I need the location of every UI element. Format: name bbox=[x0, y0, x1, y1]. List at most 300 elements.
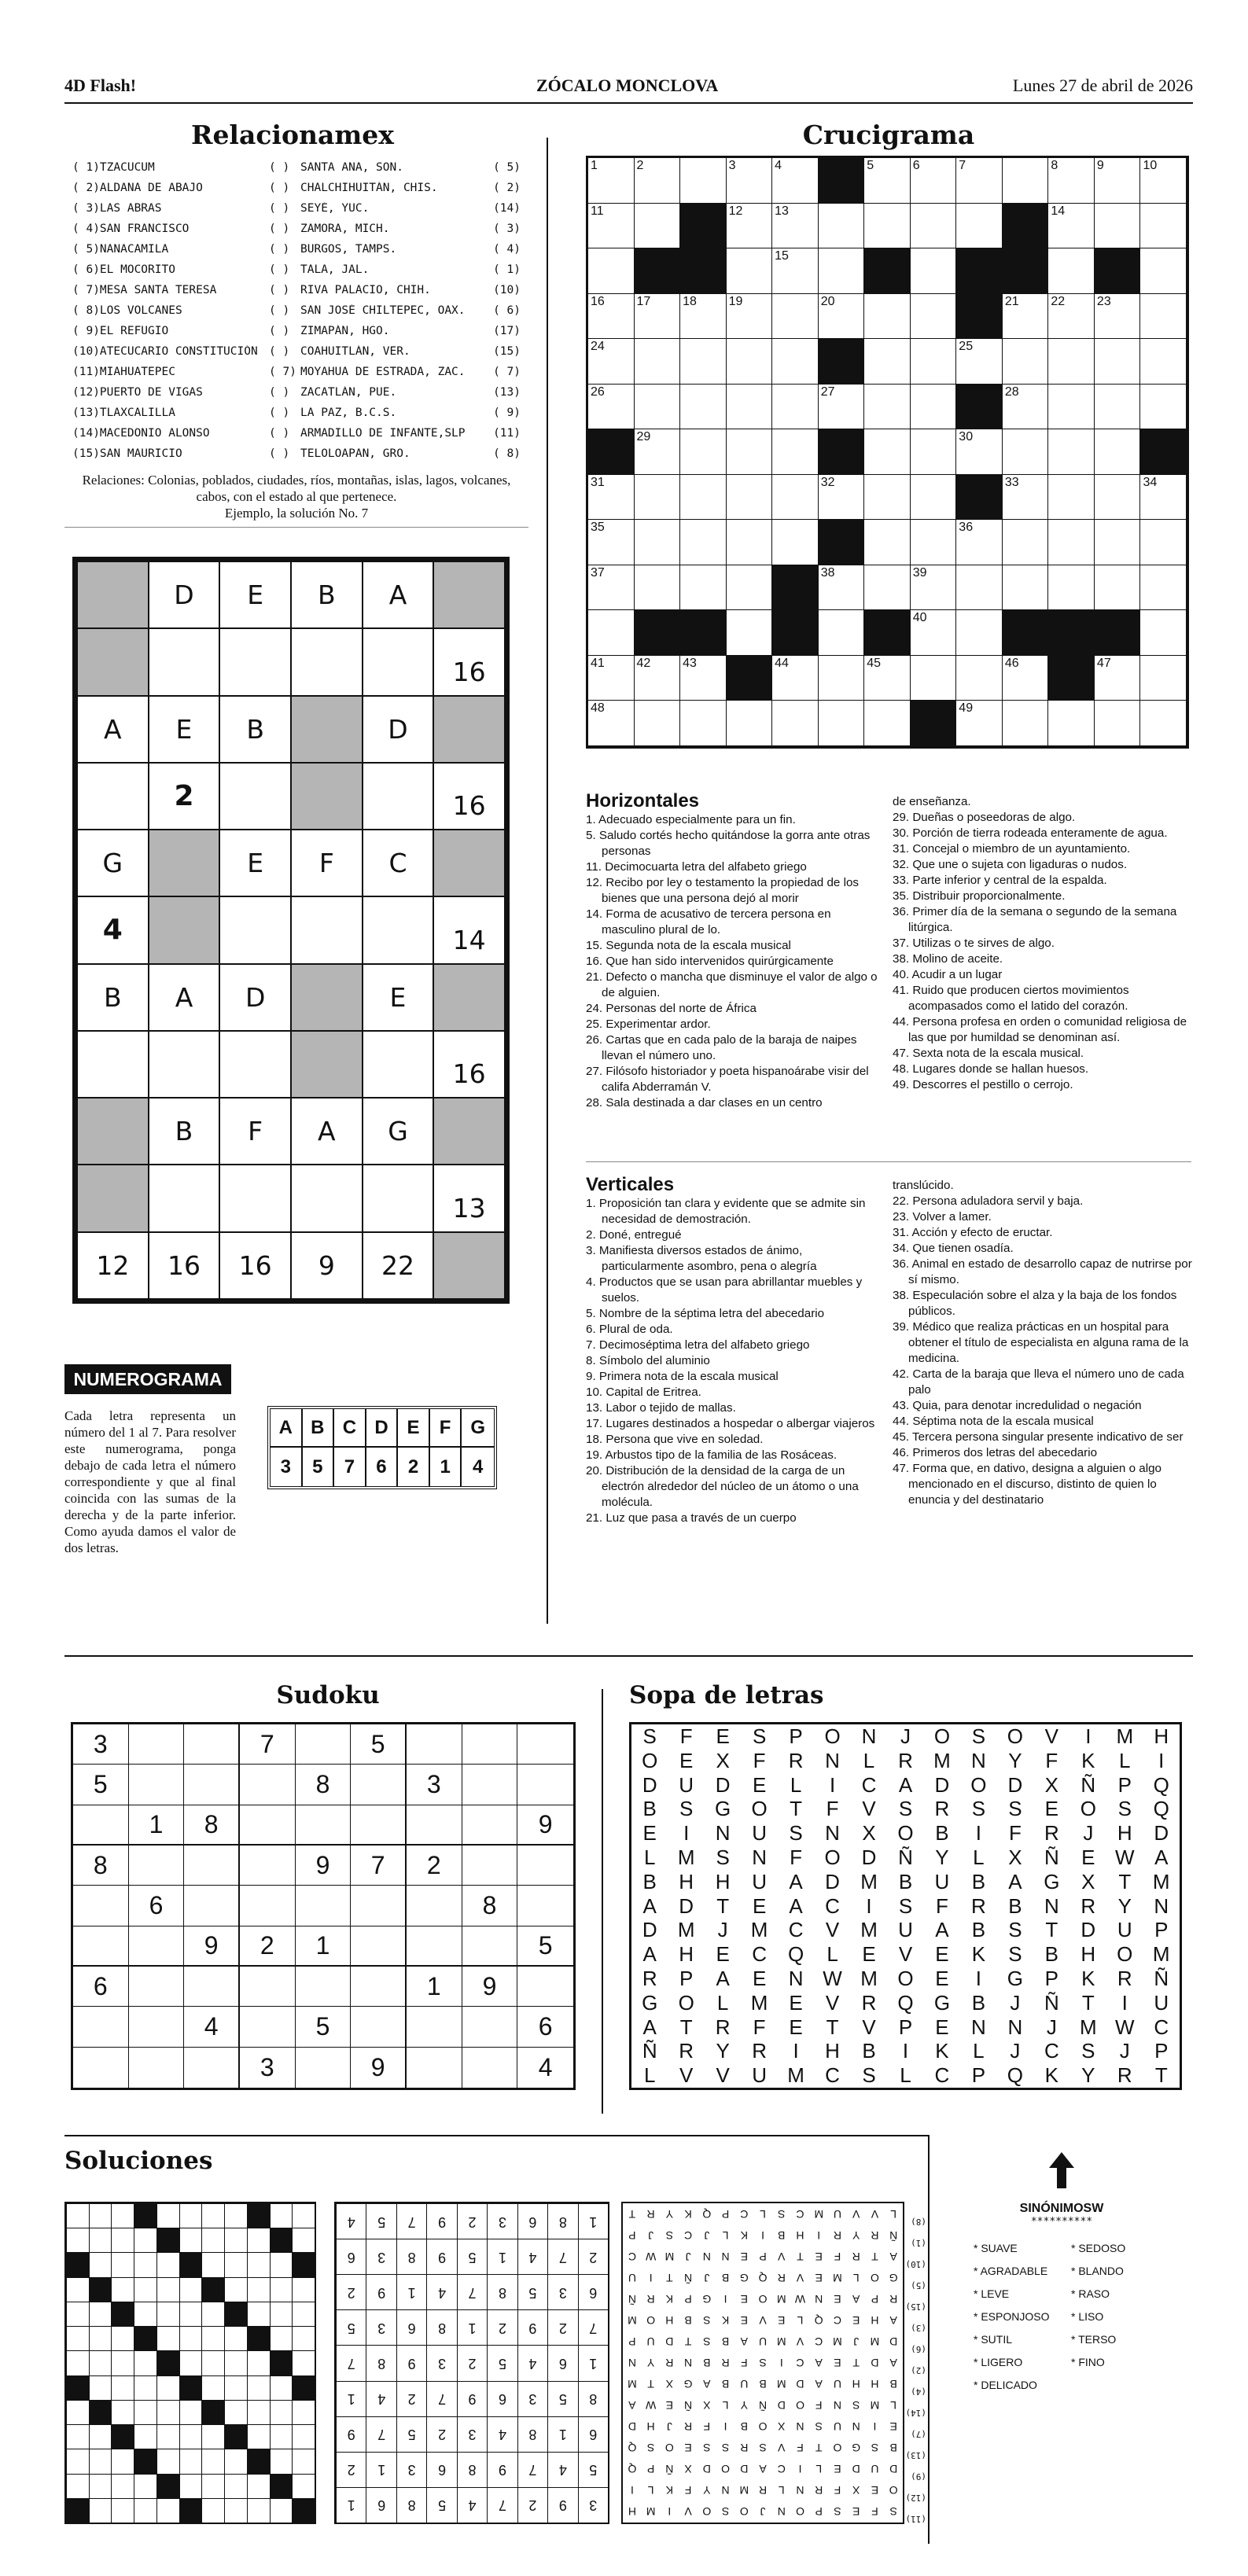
letter-cell[interactable]: M bbox=[860, 1918, 878, 1942]
crossword-cell[interactable] bbox=[1140, 565, 1187, 611]
letter-cell[interactable]: S bbox=[789, 1821, 803, 1846]
crossword-cell[interactable] bbox=[727, 248, 773, 294]
sudoku-cell[interactable] bbox=[407, 2048, 462, 2088]
sudoku-cell[interactable] bbox=[73, 2007, 129, 2047]
numerograma-cell[interactable] bbox=[78, 1032, 148, 1097]
letter-cell[interactable]: F bbox=[753, 2015, 766, 2039]
crossword-cell[interactable] bbox=[1095, 520, 1141, 565]
sudoku-cell[interactable] bbox=[240, 2007, 296, 2047]
letter-cell[interactable]: A bbox=[716, 1966, 730, 1990]
numerograma-cell[interactable]: B bbox=[292, 562, 362, 627]
letter-cell[interactable]: B bbox=[862, 2039, 876, 2063]
crossword-cell[interactable] bbox=[956, 610, 1003, 656]
numerograma-cell[interactable]: E bbox=[220, 562, 290, 627]
answer-slot[interactable]: ( ) bbox=[269, 161, 290, 174]
sudoku-cell[interactable] bbox=[351, 1886, 407, 1926]
letter-cell[interactable]: R bbox=[642, 1966, 657, 1990]
sudoku-cell[interactable] bbox=[296, 1967, 352, 2007]
crossword-cell[interactable] bbox=[911, 248, 957, 294]
letter-cell[interactable]: N bbox=[715, 1821, 731, 1846]
letter-cell[interactable]: Q bbox=[1007, 2063, 1023, 2088]
letter-cell[interactable]: V bbox=[862, 2015, 876, 2039]
letter-cell[interactable]: Ñ bbox=[898, 1845, 913, 1869]
letter-cell[interactable]: B bbox=[642, 1797, 657, 1821]
sudoku-cell[interactable] bbox=[73, 1805, 129, 1846]
crossword-cell[interactable] bbox=[1003, 520, 1049, 565]
sudoku-cell[interactable] bbox=[462, 1724, 518, 1765]
numerograma-cell[interactable]: G bbox=[78, 830, 148, 896]
sudoku-cell[interactable] bbox=[296, 2048, 352, 2088]
numerograma-cell[interactable]: B bbox=[149, 1098, 219, 1164]
crossword-cell[interactable] bbox=[588, 248, 635, 294]
letter-cell[interactable]: A bbox=[789, 1869, 803, 1893]
crossword-cell[interactable] bbox=[1048, 429, 1095, 475]
crossword-cell[interactable] bbox=[819, 701, 865, 746]
crossword-cell[interactable] bbox=[727, 158, 773, 204]
letter-cell[interactable]: K bbox=[935, 2039, 949, 2063]
crossword-cell[interactable] bbox=[864, 294, 911, 340]
crossword-cell[interactable] bbox=[1095, 204, 1141, 249]
crossword-cell[interactable] bbox=[680, 158, 727, 204]
letter-cell[interactable]: K bbox=[1081, 1966, 1095, 1990]
sudoku-cell[interactable] bbox=[407, 2007, 462, 2047]
sudoku-cell[interactable] bbox=[240, 1805, 296, 1846]
crossword-cell[interactable] bbox=[727, 204, 773, 249]
letter-cell[interactable]: P bbox=[898, 2015, 913, 2039]
sudoku-cell[interactable] bbox=[462, 1805, 518, 1846]
crossword-cell[interactable] bbox=[680, 339, 727, 385]
letter-cell[interactable]: H bbox=[679, 1869, 694, 1893]
crossword-cell[interactable] bbox=[1048, 475, 1095, 521]
sudoku-cell[interactable] bbox=[129, 1724, 185, 1765]
crossword-cell[interactable] bbox=[680, 385, 727, 430]
letter-cell[interactable]: O bbox=[1117, 1942, 1133, 1967]
letter-cell[interactable]: S bbox=[1117, 1797, 1132, 1821]
crossword-cell[interactable] bbox=[772, 429, 819, 475]
letter-cell[interactable]: Y bbox=[935, 1845, 949, 1869]
answer-slot[interactable]: ( ) bbox=[269, 325, 290, 337]
letter-cell[interactable]: T bbox=[1154, 2063, 1168, 2088]
sudoku-cell[interactable] bbox=[184, 2048, 240, 2088]
crossword-cell[interactable] bbox=[911, 475, 957, 521]
letter-cell[interactable]: S bbox=[898, 1893, 913, 1918]
crossword-cell[interactable] bbox=[819, 294, 865, 340]
letter-cell[interactable]: H bbox=[1154, 1724, 1169, 1748]
numerograma-cell[interactable] bbox=[363, 897, 433, 962]
answer-slot[interactable]: ( ) bbox=[269, 182, 290, 194]
letter-cell[interactable]: N bbox=[1007, 2015, 1023, 2039]
crossword-cell[interactable] bbox=[864, 339, 911, 385]
crossword-cell[interactable] bbox=[772, 204, 819, 249]
crossword-cell[interactable] bbox=[772, 339, 819, 385]
letter-cell[interactable]: M bbox=[677, 1918, 695, 1942]
crossword-cell[interactable] bbox=[1095, 294, 1141, 340]
numerograma-cell[interactable]: E bbox=[363, 965, 433, 1030]
crossword-cell[interactable] bbox=[819, 656, 865, 701]
letter-cell[interactable]: I bbox=[793, 2039, 799, 2063]
numerograma-cell[interactable]: 4 bbox=[78, 897, 148, 962]
numerograma-cell[interactable]: F bbox=[292, 830, 362, 896]
letter-cell[interactable]: O bbox=[897, 1821, 914, 1846]
letter-cell[interactable]: X bbox=[1044, 1772, 1059, 1797]
sudoku-cell[interactable] bbox=[351, 1926, 407, 1967]
letter-cell[interactable]: M bbox=[1152, 1942, 1170, 1967]
crossword-cell[interactable] bbox=[635, 520, 681, 565]
letter-cell[interactable]: B bbox=[971, 1990, 986, 2015]
crossword-cell[interactable] bbox=[956, 656, 1003, 701]
crossword-cell[interactable] bbox=[680, 294, 727, 340]
crossword-cell[interactable] bbox=[819, 475, 865, 521]
crossword-cell[interactable] bbox=[727, 701, 773, 746]
letter-cell[interactable]: C bbox=[752, 1942, 767, 1967]
crossword-cell[interactable] bbox=[956, 701, 1003, 746]
letter-cell[interactable]: J bbox=[1119, 2039, 1130, 2063]
crossword-cell[interactable] bbox=[911, 520, 957, 565]
letter-cell[interactable]: J bbox=[717, 1918, 728, 1942]
letter-cell[interactable]: S bbox=[752, 1724, 767, 1748]
crossword-cell[interactable] bbox=[1003, 158, 1049, 204]
numerograma-cell[interactable] bbox=[149, 1032, 219, 1097]
answer-slot[interactable]: ( ) bbox=[269, 345, 290, 358]
sudoku-cell[interactable] bbox=[517, 1846, 573, 1886]
letter-cell[interactable]: N bbox=[825, 1748, 840, 1772]
crossword-cell[interactable] bbox=[1140, 294, 1187, 340]
crossword-cell[interactable] bbox=[1140, 475, 1187, 521]
letter-cell[interactable]: R bbox=[788, 1748, 804, 1772]
numerograma-cell[interactable] bbox=[292, 629, 362, 694]
letter-cell[interactable]: V bbox=[825, 1990, 840, 2015]
crossword-cell[interactable] bbox=[911, 385, 957, 430]
numerograma-cell[interactable] bbox=[220, 1032, 290, 1097]
letter-cell[interactable]: F bbox=[1008, 1821, 1022, 1846]
crossword-cell[interactable] bbox=[1140, 520, 1187, 565]
letter-cell[interactable]: Q bbox=[787, 1942, 804, 1967]
crossword-cell[interactable] bbox=[727, 610, 773, 656]
answer-slot[interactable]: ( ) bbox=[269, 386, 290, 399]
letter-cell[interactable]: S bbox=[971, 1797, 986, 1821]
crossword-cell[interactable] bbox=[864, 565, 911, 611]
letter-cell[interactable]: N bbox=[788, 1966, 804, 1990]
crossword-cell[interactable] bbox=[1003, 339, 1049, 385]
crossword-cell[interactable] bbox=[588, 158, 635, 204]
letter-cell[interactable]: E bbox=[1044, 1797, 1059, 1821]
letter-cell[interactable]: E bbox=[752, 1966, 767, 1990]
letter-cell[interactable]: O bbox=[933, 1724, 951, 1748]
letter-cell[interactable]: P bbox=[1154, 1918, 1169, 1942]
letter-cell[interactable]: Y bbox=[1008, 1748, 1022, 1772]
sudoku-cell[interactable] bbox=[129, 1846, 185, 1886]
crossword-cell[interactable] bbox=[635, 656, 681, 701]
letter-cell[interactable]: U bbox=[898, 1918, 913, 1942]
crossword-cell[interactable] bbox=[588, 656, 635, 701]
letter-cell[interactable]: S bbox=[862, 2063, 876, 2088]
numerograma-cell[interactable] bbox=[78, 764, 148, 829]
crossword-cell[interactable] bbox=[1140, 204, 1187, 249]
crossword-cell[interactable] bbox=[588, 475, 635, 521]
crossword-cell[interactable] bbox=[588, 339, 635, 385]
crossword-cell[interactable] bbox=[727, 475, 773, 521]
sudoku-cell[interactable] bbox=[184, 1886, 240, 1926]
letter-cell[interactable]: V bbox=[1044, 1724, 1059, 1748]
crossword-cell[interactable] bbox=[772, 294, 819, 340]
sudoku-cell[interactable] bbox=[407, 1805, 462, 1846]
crossword-cell[interactable] bbox=[819, 385, 865, 430]
letter-cell[interactable]: S bbox=[898, 1797, 913, 1821]
numerograma-cell[interactable] bbox=[292, 897, 362, 962]
crossword-cell[interactable] bbox=[1003, 565, 1049, 611]
letter-cell[interactable]: E bbox=[935, 1966, 949, 1990]
letter-cell[interactable]: C bbox=[825, 1893, 840, 1918]
answer-slot[interactable]: ( ) bbox=[269, 243, 290, 256]
letter-cell[interactable]: S bbox=[1008, 1918, 1022, 1942]
sudoku-cell[interactable] bbox=[351, 1805, 407, 1846]
letter-cell[interactable]: W bbox=[823, 1966, 842, 1990]
crossword-cell[interactable] bbox=[772, 701, 819, 746]
letter-cell[interactable]: W bbox=[1115, 2015, 1135, 2039]
crossword-cell[interactable] bbox=[588, 204, 635, 249]
letter-cell[interactable]: E bbox=[862, 1942, 876, 1967]
crossword-cell[interactable] bbox=[864, 475, 911, 521]
letter-cell[interactable]: V bbox=[862, 1797, 876, 1821]
letter-cell[interactable]: D bbox=[642, 1772, 657, 1797]
letter-cell[interactable]: C bbox=[825, 2063, 840, 2088]
letter-cell[interactable]: G bbox=[715, 1797, 731, 1821]
crossword-cell[interactable] bbox=[1095, 429, 1141, 475]
numerograma-cell[interactable]: C bbox=[363, 830, 433, 896]
crossword-cell[interactable] bbox=[680, 429, 727, 475]
letter-cell[interactable]: D bbox=[1007, 1772, 1023, 1797]
crossword-cell[interactable] bbox=[864, 204, 911, 249]
sudoku-cell[interactable] bbox=[462, 2007, 518, 2047]
crossword-cell[interactable] bbox=[1140, 701, 1187, 746]
letter-cell[interactable]: M bbox=[860, 1869, 878, 1893]
crossword-cell[interactable] bbox=[864, 158, 911, 204]
sudoku-cell[interactable] bbox=[240, 1765, 296, 1805]
letter-cell[interactable]: B bbox=[898, 1869, 913, 1893]
letter-cell[interactable]: D bbox=[1154, 1821, 1169, 1846]
crossword-cell[interactable] bbox=[727, 385, 773, 430]
letter-cell[interactable]: K bbox=[1081, 1748, 1095, 1772]
sudoku-cell[interactable] bbox=[351, 1967, 407, 2007]
crossword-cell[interactable] bbox=[772, 158, 819, 204]
crossword-cell[interactable] bbox=[1048, 248, 1095, 294]
numerograma-cell[interactable]: A bbox=[292, 1098, 362, 1164]
crossword-cell[interactable] bbox=[635, 204, 681, 249]
letter-cell[interactable]: Q bbox=[897, 1990, 914, 2015]
answer-slot[interactable]: ( ) bbox=[269, 263, 290, 276]
crossword-cell[interactable] bbox=[635, 701, 681, 746]
numerograma-cell[interactable]: E bbox=[220, 830, 290, 896]
letter-cell[interactable]: X bbox=[716, 1748, 730, 1772]
crossword-cell[interactable] bbox=[588, 565, 635, 611]
letter-cell[interactable]: P bbox=[1044, 1966, 1059, 1990]
answer-slot[interactable]: ( ) bbox=[269, 223, 290, 235]
letter-cell[interactable]: J bbox=[1046, 2015, 1057, 2039]
numerograma-cell[interactable] bbox=[149, 1165, 219, 1231]
letter-cell[interactable]: E bbox=[1081, 1845, 1095, 1869]
letter-cell[interactable]: E bbox=[716, 1724, 730, 1748]
crossword-cell[interactable] bbox=[680, 475, 727, 521]
numerograma-cell[interactable]: 2 bbox=[149, 764, 219, 829]
letter-cell[interactable]: R bbox=[861, 1990, 877, 2015]
crossword-cell[interactable] bbox=[819, 204, 865, 249]
letter-cell[interactable]: U bbox=[752, 1869, 767, 1893]
crossword-cell[interactable] bbox=[956, 429, 1003, 475]
letter-cell[interactable]: B bbox=[642, 1869, 657, 1893]
letter-cell[interactable]: E bbox=[716, 1942, 730, 1967]
letter-cell[interactable]: M bbox=[1152, 1869, 1170, 1893]
crossword-cell[interactable] bbox=[635, 339, 681, 385]
letter-cell[interactable]: D bbox=[642, 1918, 657, 1942]
numerograma-cell[interactable]: A bbox=[78, 697, 148, 762]
crossword-cell[interactable] bbox=[864, 701, 911, 746]
letter-cell[interactable]: T bbox=[1081, 1990, 1095, 2015]
letter-cell[interactable]: L bbox=[826, 1942, 838, 1967]
letter-cell[interactable]: P bbox=[789, 1724, 803, 1748]
answer-slot[interactable]: ( ) bbox=[269, 202, 290, 215]
letter-cell[interactable]: O bbox=[897, 1966, 914, 1990]
letter-cell[interactable]: I bbox=[975, 1966, 982, 1990]
numerograma-cell[interactable] bbox=[363, 1032, 433, 1097]
letter-cell[interactable]: B bbox=[1044, 1942, 1059, 1967]
crossword-cell[interactable] bbox=[911, 158, 957, 204]
sudoku-cell[interactable] bbox=[129, 1967, 185, 2007]
letter-cell[interactable]: L bbox=[900, 2063, 911, 2088]
crossword-cell[interactable] bbox=[864, 520, 911, 565]
crossword-cell[interactable] bbox=[1003, 429, 1049, 475]
letter-cell[interactable]: D bbox=[861, 1845, 877, 1869]
letter-cell[interactable]: Q bbox=[1153, 1797, 1169, 1821]
sudoku-cell[interactable] bbox=[184, 1846, 240, 1886]
crossword-cell[interactable] bbox=[911, 565, 957, 611]
letter-cell[interactable]: H bbox=[825, 2039, 840, 2063]
numerograma-cell[interactable]: D bbox=[149, 562, 219, 627]
crossword-cell[interactable] bbox=[1095, 656, 1141, 701]
crossword-cell[interactable] bbox=[1003, 294, 1049, 340]
letter-cell[interactable]: I bbox=[902, 2039, 909, 2063]
letter-cell[interactable]: T bbox=[716, 1893, 730, 1918]
letter-cell[interactable]: M bbox=[860, 1966, 878, 1990]
letter-cell[interactable]: L bbox=[643, 2063, 656, 2088]
numerograma-cell[interactable] bbox=[220, 764, 290, 829]
crossword-cell[interactable] bbox=[1140, 339, 1187, 385]
letter-cell[interactable]: D bbox=[934, 1772, 950, 1797]
letter-cell[interactable]: E bbox=[752, 1772, 767, 1797]
numerograma-cell[interactable] bbox=[363, 1165, 433, 1231]
crossword-cell[interactable] bbox=[1048, 339, 1095, 385]
crossword-cell[interactable] bbox=[588, 701, 635, 746]
letter-cell[interactable]: H bbox=[715, 1869, 731, 1893]
crossword-cell[interactable] bbox=[1003, 701, 1049, 746]
letter-cell[interactable]: Ñ bbox=[642, 2039, 657, 2063]
crossword-cell[interactable] bbox=[680, 565, 727, 611]
crossword-cell[interactable] bbox=[911, 656, 957, 701]
letter-cell[interactable]: X bbox=[1008, 1845, 1022, 1869]
letter-cell[interactable]: N bbox=[971, 1748, 986, 1772]
sudoku-cell[interactable] bbox=[73, 1926, 129, 1967]
crossword-cell[interactable] bbox=[680, 520, 727, 565]
letter-cell[interactable]: E bbox=[679, 1748, 694, 1772]
crossword-cell[interactable] bbox=[911, 610, 957, 656]
letter-cell[interactable]: O bbox=[970, 1772, 987, 1797]
letter-cell[interactable]: S bbox=[1008, 1942, 1022, 1967]
crossword-cell[interactable] bbox=[956, 158, 1003, 204]
letter-cell[interactable]: E bbox=[935, 1942, 949, 1967]
letter-cell[interactable]: S bbox=[1008, 1797, 1022, 1821]
letter-cell[interactable]: S bbox=[642, 1724, 657, 1748]
letter-cell[interactable]: T bbox=[826, 2015, 839, 2039]
answer-slot[interactable]: ( ) bbox=[269, 427, 290, 440]
letter-cell[interactable]: E bbox=[789, 2015, 803, 2039]
letter-cell[interactable]: N bbox=[1154, 1893, 1169, 1918]
letter-cell[interactable]: O bbox=[642, 1748, 658, 1772]
letter-cell[interactable]: R bbox=[1117, 1966, 1132, 1990]
crossword-cell[interactable] bbox=[1048, 565, 1095, 611]
numerograma-cell[interactable]: A bbox=[149, 965, 219, 1030]
letter-cell[interactable]: Ñ bbox=[1080, 1772, 1096, 1797]
numerograma-cell[interactable] bbox=[149, 629, 219, 694]
crossword-cell[interactable] bbox=[680, 701, 727, 746]
crossword-cell[interactable] bbox=[772, 248, 819, 294]
sudoku-cell[interactable] bbox=[184, 1724, 240, 1765]
sudoku-cell[interactable] bbox=[184, 1967, 240, 2007]
letter-cell[interactable]: E bbox=[789, 1990, 803, 2015]
letter-cell[interactable]: A bbox=[642, 2015, 657, 2039]
letter-cell[interactable]: V bbox=[679, 2063, 694, 2088]
crossword-cell[interactable] bbox=[819, 565, 865, 611]
sudoku-cell[interactable] bbox=[517, 1886, 573, 1926]
letter-cell[interactable]: A bbox=[1008, 1869, 1022, 1893]
numerograma-cell[interactable]: B bbox=[78, 965, 148, 1030]
crossword-cell[interactable] bbox=[680, 656, 727, 701]
letter-cell[interactable]: K bbox=[971, 1942, 986, 1967]
answer-slot[interactable]: ( 7) bbox=[269, 366, 296, 378]
answer-slot[interactable]: ( ) bbox=[269, 407, 290, 419]
letter-cell[interactable]: V bbox=[716, 2063, 730, 2088]
letter-cell[interactable]: S bbox=[971, 1724, 986, 1748]
letter-cell[interactable]: J bbox=[1010, 1990, 1021, 2015]
letter-cell[interactable]: Y bbox=[1081, 2063, 1095, 2088]
letter-cell[interactable]: B bbox=[971, 1918, 986, 1942]
letter-cell[interactable]: C bbox=[1154, 2015, 1169, 2039]
letter-cell[interactable]: D bbox=[825, 1869, 840, 1893]
letter-cell[interactable]: T bbox=[790, 1797, 803, 1821]
letter-cell[interactable]: U bbox=[1117, 1918, 1132, 1942]
letter-cell[interactable]: V bbox=[898, 1942, 913, 1967]
answer-slot[interactable]: ( ) bbox=[269, 304, 290, 317]
sudoku-cell[interactable] bbox=[407, 1724, 462, 1765]
crossword-cell[interactable] bbox=[911, 339, 957, 385]
letter-cell[interactable]: S bbox=[679, 1797, 694, 1821]
letter-cell[interactable]: D bbox=[679, 1893, 694, 1918]
crossword-cell[interactable] bbox=[819, 248, 865, 294]
crossword-cell[interactable] bbox=[772, 656, 819, 701]
numerograma-cell[interactable]: F bbox=[220, 1098, 290, 1164]
letter-cell[interactable]: I bbox=[1121, 1990, 1128, 2015]
letter-cell[interactable]: R bbox=[1117, 2063, 1132, 2088]
sudoku-cell[interactable] bbox=[462, 2048, 518, 2088]
letter-cell[interactable]: B bbox=[935, 1821, 949, 1846]
letter-cell[interactable]: L bbox=[643, 1845, 656, 1869]
sudoku-cell[interactable] bbox=[296, 1805, 352, 1846]
crossword-cell[interactable] bbox=[727, 520, 773, 565]
crossword-cell[interactable] bbox=[588, 610, 635, 656]
answer-slot[interactable]: ( ) bbox=[269, 284, 290, 296]
letter-cell[interactable]: O bbox=[824, 1724, 841, 1748]
letter-cell[interactable]: Q bbox=[1153, 1772, 1169, 1797]
letter-cell[interactable]: B bbox=[971, 1869, 986, 1893]
letter-cell[interactable]: Ñ bbox=[1154, 1966, 1169, 1990]
